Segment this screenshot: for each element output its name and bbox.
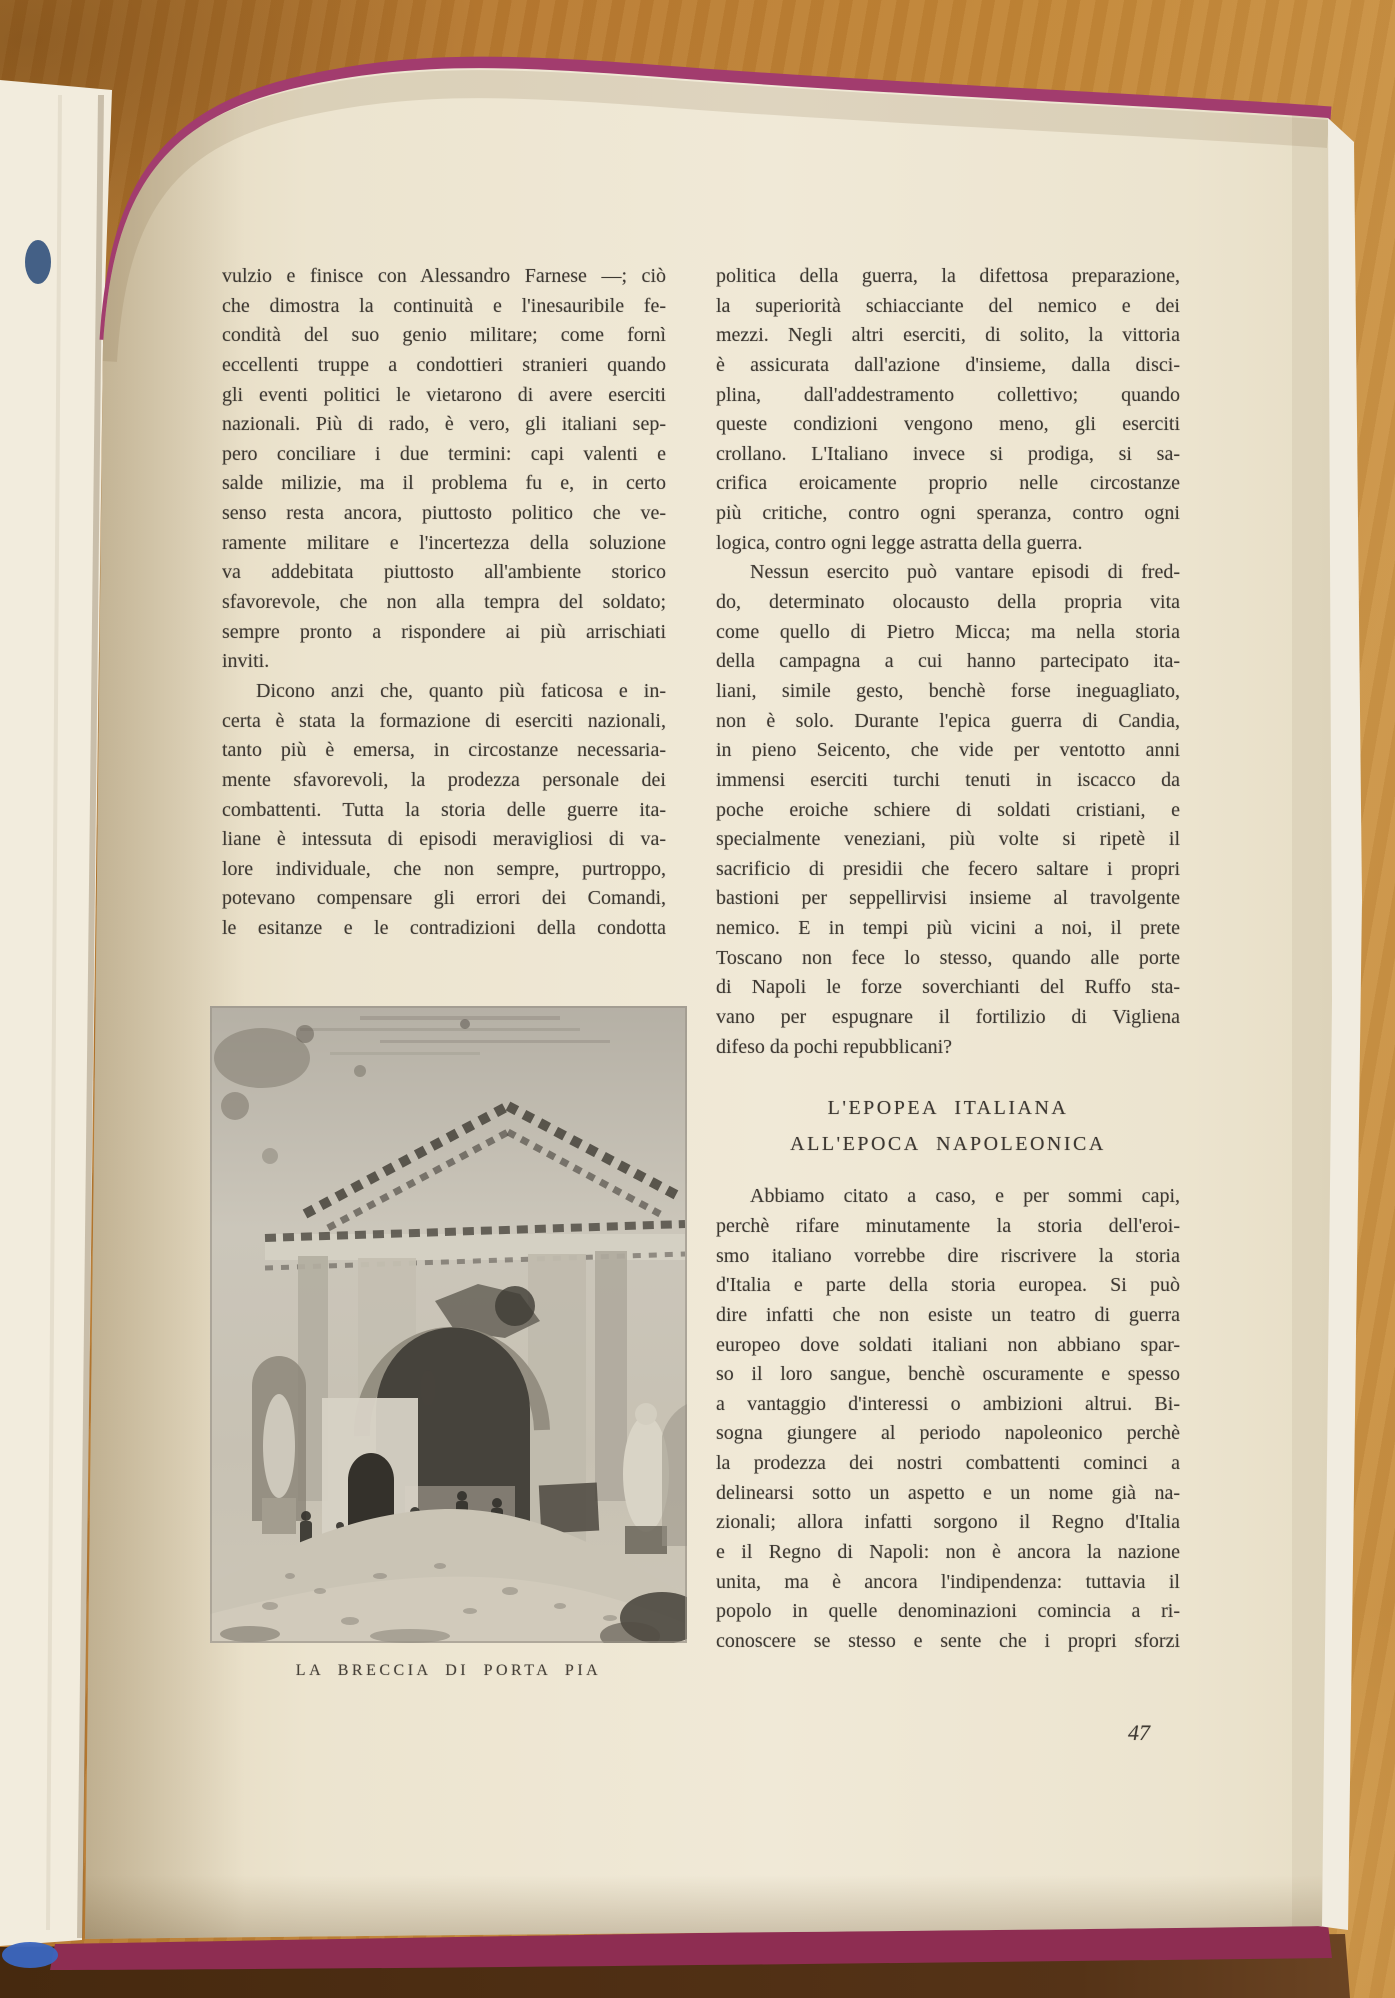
right-text-column [716,262,1180,1657]
text-line: bastioni per seppellirvisi insieme al travolgente [716,887,1180,910]
text-line: tanto più è emersa, in circostanze necessaria- [222,739,666,762]
text-line: della campagna a cui hanno partecipato ita- [716,650,1180,673]
text-line: popolo in quelle denominazioni comincia a ri- [716,1600,1180,1623]
paragraph [716,1182,1180,1656]
text-line: potevano compensare gli errori dei Comandi, [222,887,666,910]
text-line: so il loro sangue, benchè oscuramente e spesso [716,1363,1180,1386]
text-line: più critiche, contro ogni speranza, contro ogni [716,502,1180,525]
text-line: sempre pronto a rispondere ai più arrischiati [222,620,666,643]
text-line: e il Regno di Napoli: non è ancora la nazione [716,1540,1180,1563]
text-line: politica della guerra, la difettosa preparazione, [716,265,1180,287]
text-line: smo italiano vorrebbe dire riscrivere la storia [716,1244,1180,1267]
text-line: logica, contro ogni legge astratta della guerra. [716,531,1083,554]
text-line: sogna giungere al periodo napoleonico perchè [716,1422,1180,1445]
text-line: Toscano non fece lo stesso, quando alle porte [716,946,1180,969]
text-line: mezzi. Negli altri eserciti, di solito, la vittoria [716,324,1180,347]
text-line: specialmente veneziani, più volte si ripetè il [716,828,1180,851]
text-line: nemico. E in tempi più vicini a noi, il prete [716,917,1180,940]
text-line: salde milizie, ma il problema fu e, in certo [222,472,666,495]
text-line: dire infatti che non esiste un teatro di guerra [716,1303,1180,1326]
right-column-lower [716,1182,1180,1656]
right-column-upper [716,262,1180,1062]
text-line: va addebitata piuttosto all'ambiente storico [222,561,666,584]
page-number: 47 [1128,1720,1150,1745]
text-line: liani, simile gesto, benchè forse ineguagliato, [716,679,1180,702]
text-line: liane è intessuta di episodi meravigliosi di va- [222,828,666,851]
text-line: unita, ma è ancora l'indipendenza: tuttavia il [716,1570,1180,1593]
text-line: condità del suo genio militare; come fornì [222,324,666,347]
text-line: Nessun esercito può vantare episodi di fred- [750,561,1180,584]
text-line: pero conciliare i due termini: capi valenti e [222,442,666,465]
section-heading [716,1090,1180,1162]
text-line: certa è stata la formazione di eserciti nazionali, [222,709,666,732]
text-line: Abbiamo citato a caso, e per sommi capi, [750,1185,1180,1208]
photo-caption: LA BRECCIA DI PORTA PIA [295,1662,602,1679]
text-line: non è solo. Durante l'epica guerra di Candia, [716,709,1180,732]
text-line: la superiorità schiacciante del nemico e dei [716,294,1180,317]
text-line: combattenti. Tutta la storia delle guerre ita- [222,798,666,821]
text-line: crollano. L'Italiano invece si prodiga, si sa- [716,442,1180,465]
text-line: difeso da pochi repubblicani? [716,1035,953,1058]
text-line: immensi eserciti turchi tenuti in iscacco da [716,768,1180,791]
text-line: sacrificio di presidii che fecero saltare i propri [716,857,1180,880]
text-line: a vantaggio d'interessi o ambizioni altrui. Bi- [716,1392,1180,1415]
text-line: poche eroiche schiere di soldati cristiani, e [716,798,1180,821]
text-line: zionali; allora infatti sorgono il Regno d'Italia [716,1511,1180,1534]
text-line: di Napoli le forze soverchianti del Ruffo sta- [716,976,1180,999]
text-line: conoscere se stesso e sente che i propri sforzi [716,1629,1180,1652]
text-line: in pieno Seicento, che vide per ventotto anni [716,739,1180,762]
text-line: che dimostra la continuità e l'inesauribile fe- [222,294,666,317]
text-line: ramente militare e l'incertezza della soluzione [222,531,666,554]
text-line: le esitanze e le contradizioni della condotta [222,917,666,940]
text-line: nazionali. Più di rado, è vero, gli italiani sep- [222,413,666,436]
text-line: d'Italia e parte della storia europea. Si può [716,1274,1180,1297]
section-heading-line-2: ALL'EPOCA NAPOLEONICA [790,1133,1106,1156]
text-line: Dicono anzi che, quanto più faticosa e in- [256,679,666,702]
paragraph [222,677,666,944]
text-line: sfavorevole, che non alla tempra del soldato; [222,591,666,614]
text-line: plina, dall'addestramento collettivo; quando [716,383,1180,406]
text-line: gli eventi politici le vietarono di avere eserciti [222,383,666,406]
text-line: inviti. [222,650,270,673]
text-line: vulzio e finisce con Alessandro Farnese —; ciò [222,265,666,287]
paragraph [222,262,666,677]
paragraph [716,558,1180,1062]
text-line: europeo dove soldati italiani non abbiano spar- [716,1333,1180,1356]
section-heading-line-1: L'EPOPEA ITALIANA [827,1097,1069,1120]
text-line: perchè rifare minutamente la storia dell'eroi- [716,1214,1180,1237]
text-line: senso resta ancora, piuttosto politico che ve- [222,502,666,525]
text-line: vano per espugnare il fortilizio di Vigliena [716,1006,1180,1029]
text-line: do, determinato olocausto della propria vita [716,591,1180,614]
text-line: queste condizioni vengono meno, gli eserciti [716,413,1180,436]
paragraph [716,262,1180,558]
text-line: delinearsi sotto un aspetto e un nome già na- [716,1481,1180,1504]
text-line: mente sfavorevoli, la prodezza personale dei [222,768,666,791]
text-line: eccellenti truppe a condottieri stranieri quando [222,353,666,376]
text-line: lore individuale, che non sempre, purtroppo, [222,857,666,880]
text-line: è assicurata dall'azione d'insieme, dalla disci- [716,353,1180,376]
text-line: come quello di Pietro Micca; ma nella storia [716,620,1180,643]
text-line: la prodezza dei nostri combattenti cominci a [716,1452,1180,1475]
left-text-column [222,262,666,944]
text-line: crifica eroicamente proprio nelle circostanze [716,472,1180,495]
